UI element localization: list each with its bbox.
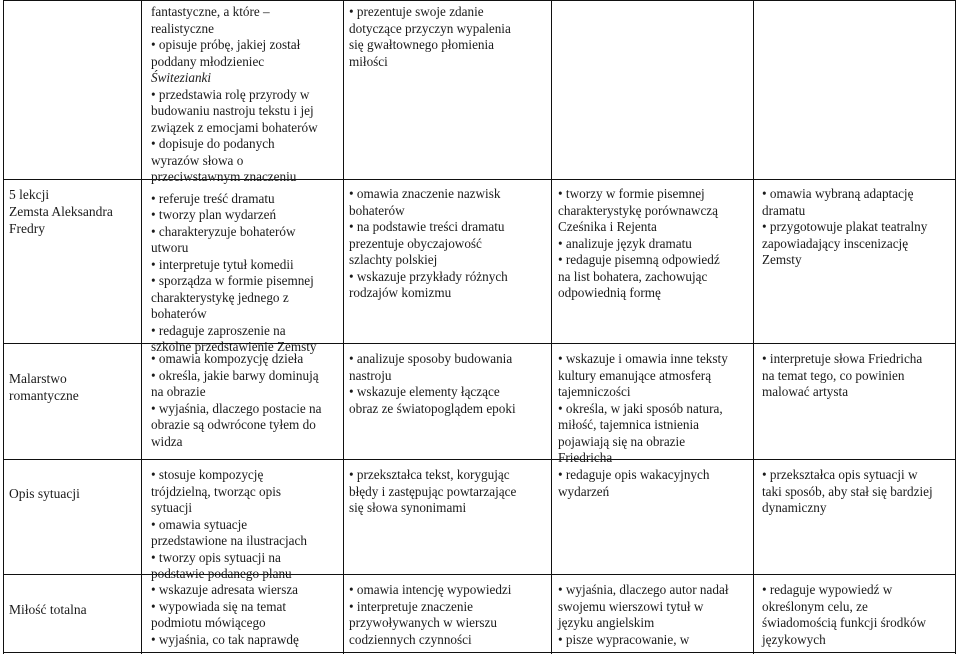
text-line: budowaniu nastroju tekstu i jej <box>151 103 314 118</box>
text-line: • omawia wybraną adaptację <box>762 186 914 201</box>
topic-line: Opis sytuacji <box>9 486 80 501</box>
text-line: • przygotowuje plakat teatralny <box>762 219 928 234</box>
text-line: • przekształca tekst, korygując <box>349 467 510 482</box>
requirements-cell <box>349 351 547 417</box>
text-line: • prezentuje swoje zdanie <box>349 4 484 19</box>
text-line: • analizuje sposoby budowania <box>349 351 513 366</box>
requirements-cell <box>558 467 750 500</box>
grid-line <box>3 459 956 460</box>
text-line: rodzajów komizmu <box>349 285 452 300</box>
requirements-cell <box>349 186 547 302</box>
topic-line: Malarstwo <box>9 371 67 386</box>
text-line: miłość, tajemnica istnienia <box>558 417 699 432</box>
text-line: podstawie podanego planu <box>151 566 292 581</box>
text-line: wyrazów słowa o <box>151 152 244 168</box>
topic-cell <box>9 370 137 404</box>
text-line: pojawiają się na obrazie <box>558 433 686 449</box>
text-line: • interpretuje tytuł komedii <box>151 256 294 272</box>
text-line: • redaguje zaproszenie na <box>151 322 286 338</box>
requirements-cell <box>762 467 954 517</box>
text-line: codziennych czynności <box>349 631 472 647</box>
grid-line <box>753 0 754 654</box>
requirements-cell <box>558 582 750 648</box>
text-line: • wypowiada się na temat <box>151 598 286 614</box>
text-line: • określa, w jaki sposób natura, <box>558 400 723 416</box>
grid-line <box>551 0 552 654</box>
requirements-cell <box>151 351 341 450</box>
text-line: kultury emanujące atmosferą <box>558 367 712 383</box>
text-line: dynamiczny <box>762 500 827 515</box>
topic-cell <box>9 601 137 618</box>
text-line: charakterystykę jednego z <box>151 289 289 305</box>
text-line: Cześnika i Rejenta <box>558 219 657 234</box>
text-line: realistyczne <box>151 20 214 36</box>
requirements-cell <box>558 186 750 302</box>
text-line: • omawia kompozycję dzieła <box>151 351 304 366</box>
text-line: szkolne przedstawienie Zemsty <box>151 339 317 354</box>
text-line: się słowa synonimami <box>349 500 467 515</box>
text-line: • referuje treść dramatu <box>151 190 275 206</box>
requirements-cell <box>762 351 954 401</box>
text-line: • wskazuje przykłady różnych <box>349 268 508 284</box>
text-line: się gwałtownego płomienia <box>349 37 495 52</box>
grid-line <box>955 0 956 654</box>
text-line: charakterystykę porównawczą <box>558 202 719 218</box>
topic-line: 5 lekcji <box>9 187 50 202</box>
text-line: • omawia znaczenie nazwisk <box>349 186 501 201</box>
text-line: Friedricha <box>558 450 613 465</box>
text-line: bohaterów <box>349 202 405 218</box>
requirements-cell <box>349 582 547 648</box>
grid-line <box>343 0 344 654</box>
text-line: obrazie są odwrócone tyłem do <box>151 417 316 432</box>
text-line: swojemu wierszowi tytuł w <box>558 598 704 614</box>
text-line: prezentuje obyczajowość <box>349 235 482 251</box>
text-line: wydarzeń <box>558 483 610 499</box>
text-line: na list bohatera, zachowując <box>558 268 708 284</box>
text-line: przywoływanych w wierszu <box>349 615 497 630</box>
text-line: • wyjaśnia, co tak naprawdę <box>151 631 299 647</box>
text-line: • wyjaśnia, dlaczego postacie na <box>151 400 322 416</box>
topic-line: Fredry <box>9 221 45 236</box>
requirements-cell <box>558 351 750 467</box>
text-line: • stosuje kompozycję <box>151 467 264 482</box>
text-line: sytuacji <box>151 500 193 515</box>
text-line: bohaterów <box>151 306 207 321</box>
text-line: • interpretuje słowa Friedricha <box>762 351 923 366</box>
text-line: fantastyczne, a które – <box>151 4 270 19</box>
text-line: na obrazie <box>151 384 206 399</box>
text-line: Świtezianki <box>151 70 212 85</box>
text-line: • charakteryzuje bohaterów <box>151 223 296 239</box>
text-line: odpowiednią formę <box>558 285 661 300</box>
text-line: • określa, jakie barwy dominują <box>151 367 319 383</box>
text-line: związek z emocjami bohaterów <box>151 119 318 135</box>
grid-line <box>3 0 956 1</box>
text-line: dotyczące przyczyn wypalenia <box>349 20 511 36</box>
text-line: • omawia sytuacje <box>151 516 248 532</box>
topic-line: romantyczne <box>9 388 79 403</box>
grid-line <box>3 179 956 180</box>
text-line: języku angielskim <box>558 615 655 630</box>
text-line: • redaguje opis wakacyjnych <box>558 467 710 482</box>
topic-cell <box>9 186 137 237</box>
text-line: • tworzy plan wydarzeń <box>151 207 277 222</box>
text-line: trójdzielną, tworząc opis <box>151 483 281 499</box>
text-line: • omawia intencję wypowiedzi <box>349 582 512 597</box>
text-line: • pisze wypracowanie, w <box>558 631 690 647</box>
requirements-cell <box>762 582 954 648</box>
text-line: taki sposób, aby stał się bardziej <box>762 483 933 499</box>
requirements-cell <box>151 582 341 648</box>
text-line: • na podstawie treści dramatu <box>349 219 505 234</box>
text-line: obraz ze światopoglądem epoki <box>349 400 516 416</box>
text-line: szlachty polskiej <box>349 252 438 267</box>
text-line: malować artysta <box>762 384 849 399</box>
text-line: poddany młodzieniec <box>151 53 265 69</box>
requirements-cell <box>349 467 547 517</box>
grid-line <box>3 574 956 575</box>
requirements-cell <box>762 186 954 269</box>
topic-line: Miłość totalna <box>9 602 87 617</box>
text-line: językowych <box>762 631 826 647</box>
text-line: • dopisuje do podanych <box>151 136 275 151</box>
text-line: określonym celu, ze <box>762 598 868 614</box>
text-line: przedstawione na ilustracjach <box>151 533 307 548</box>
text-line: • przekształca opis sytuacji w <box>762 467 918 482</box>
text-line: nastroju <box>349 367 392 383</box>
text-line: podmiotu mówiącego <box>151 615 266 630</box>
text-line: świadomością funkcji środków <box>762 615 927 630</box>
text-line: widza <box>151 433 183 449</box>
text-line: tajemniczości <box>558 384 631 399</box>
text-line: • opisuje próbę, jakiej został <box>151 37 301 52</box>
text-line: • wskazuje elementy łączące <box>349 384 500 399</box>
text-line: Zemsty <box>762 252 802 267</box>
text-line: miłości <box>349 53 388 69</box>
text-line: • wyjaśnia, dlaczego autor nadał <box>558 582 729 597</box>
text-line: • redaguje pisemną odpowiedź <box>558 252 720 267</box>
text-line: błędy i zastępując powtarzające <box>349 483 517 499</box>
grid-line <box>3 652 956 653</box>
text-line: na temat tego, co powinien <box>762 367 905 383</box>
text-line: • wskazuje adresata wiersza <box>151 582 299 597</box>
text-line: przeciwstawnym znaczeniu <box>151 169 297 184</box>
text-line: • tworzy w formie pisemnej <box>558 186 705 201</box>
grid-line <box>141 0 142 654</box>
requirements-cell <box>151 4 341 356</box>
text-line: • analizuje język dramatu <box>558 235 692 251</box>
text-line: utworu <box>151 240 189 255</box>
text-line: • redaguje wypowiedź w <box>762 582 893 597</box>
requirements-cell <box>151 467 341 583</box>
text-line: • interpretuje znaczenie <box>349 598 473 614</box>
text-line: • przedstawia rolę przyrody w <box>151 86 310 102</box>
text-line: zapowiadający inscenizację <box>762 235 909 251</box>
text-line: • wskazuje i omawia inne teksty <box>558 351 728 366</box>
requirements-cell <box>349 4 547 70</box>
text-line: dramatu <box>762 202 806 218</box>
grid-line <box>3 0 4 654</box>
grid-line <box>3 343 956 344</box>
topic-cell <box>9 485 137 502</box>
text-line: • sporządza w formie pisemnej <box>151 273 314 288</box>
topic-line: Zemsta Aleksandra <box>9 204 113 219</box>
text-line: • tworzy opis sytuacji na <box>151 549 281 565</box>
